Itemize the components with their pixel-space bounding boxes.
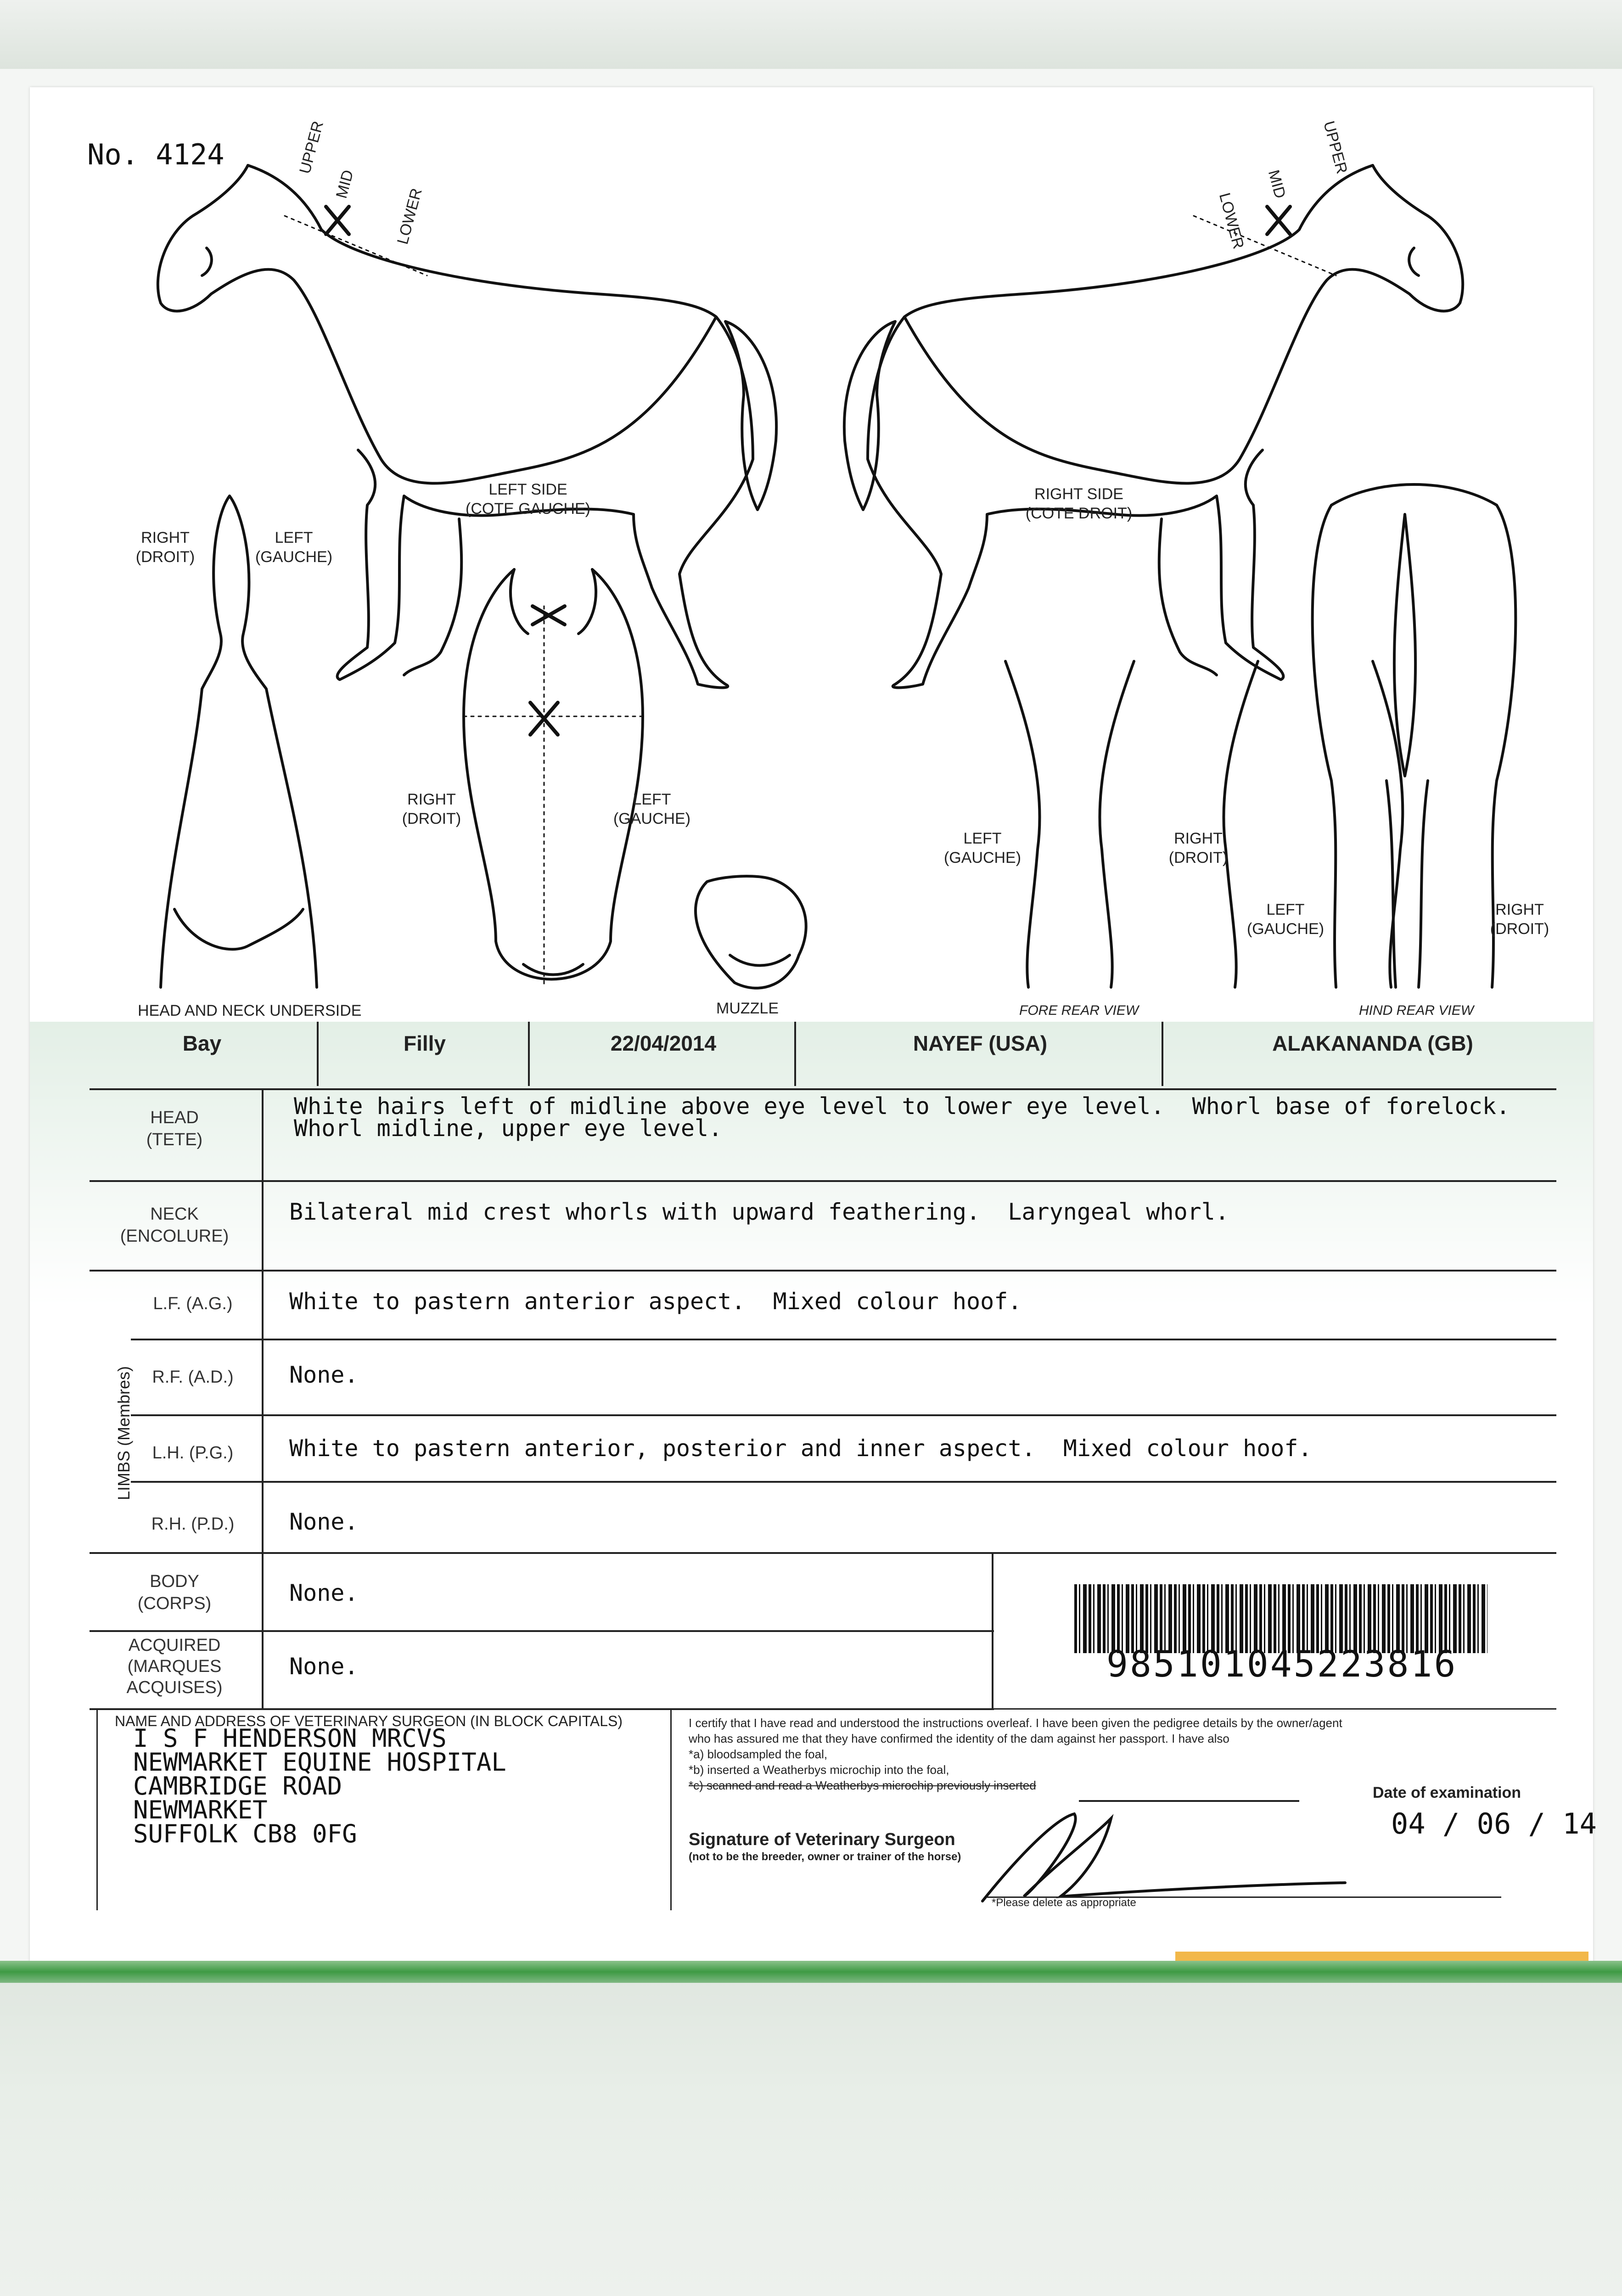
- body-label: BODY (CORPS): [137, 1572, 212, 1613]
- lower-label-right: LOWER: [1215, 191, 1247, 251]
- head-right-label: RIGHT (DROIT): [402, 791, 461, 827]
- head-front-view-icon: [464, 569, 643, 979]
- info-divider: [528, 1022, 530, 1086]
- fore-rear-view-icon: [1005, 661, 1403, 987]
- head-left-label: LEFT (GAUCHE): [613, 791, 691, 827]
- neck-left-label: LEFT (GAUCHE): [255, 529, 333, 566]
- table-rule: [131, 1481, 1556, 1483]
- lf-marking-text: White to pastern anterior aspect. Mixed colour hoof.: [289, 1288, 1022, 1315]
- info-divider: [1162, 1022, 1163, 1086]
- sex-value: Filly: [403, 1031, 446, 1055]
- signature-note: (not to be the breeder, owner or trainer of the horse): [689, 1851, 961, 1863]
- limbs-label: LIMBS (Membres): [114, 1366, 133, 1501]
- table-rule: [131, 1339, 1556, 1340]
- head-neck-underside-label: HEAD AND NECK UNDERSIDE: [138, 1002, 362, 1019]
- upper-label-left: UPPER: [296, 119, 327, 176]
- mid-label-left: MID: [332, 168, 357, 201]
- sire-value: NAYEF (USA): [913, 1031, 1048, 1055]
- muzzle-icon: [696, 876, 806, 988]
- table-rule: [131, 1414, 1556, 1416]
- dam-value: ALAKANANDA (GB): [1272, 1031, 1473, 1055]
- certificate-number: No. 4124: [87, 138, 224, 171]
- neck-marking-text: Bilateral mid crest whorls with upward feathering. Laryngeal whorl.: [289, 1199, 1229, 1225]
- vet-section-rule: [96, 1708, 1556, 1710]
- table-rule: [90, 1270, 1556, 1272]
- vet-address: I S F HENDERSON MRCVS NEWMARKET EQUINE HOSPITAL CAMBRIDGE ROAD NEWMARKET SUFFOLK CB8 0FG: [133, 1724, 506, 1848]
- table-rule: [90, 1552, 1556, 1554]
- neck-label: NECK (ENCOLURE): [120, 1204, 229, 1246]
- hind-rear-view-label: HIND REAR VIEW: [1359, 1003, 1474, 1018]
- horse-diagram-sheet: [0, 0, 1622, 1024]
- upper-label-right: UPPER: [1320, 119, 1351, 176]
- delete-note: *Please delete as appropriate: [992, 1896, 1136, 1909]
- fore-right-label: RIGHT (DROIT): [1168, 830, 1228, 867]
- rh-marking-text: None.: [289, 1508, 359, 1535]
- certification-text: I certify that I have read and understood the instructions overleaf. I have been given the pedigree details by the owner/agent who has assured me that they have confirmed the identity of the dam against her passport. I have also *a) bloodsampled the foal, *b) inserted a Weatherbys microchip into the foal, *c) scanned and read a Weatherbys microchip previously inserted: [689, 1716, 1342, 1792]
- rf-marking-text: None.: [289, 1362, 359, 1388]
- left-side-label: LEFT SIDE (COTE GAUCHE): [466, 481, 590, 518]
- rh-label: R.H. (P.D.): [151, 1514, 235, 1534]
- colour-value: Bay: [182, 1031, 222, 1055]
- date-of-birth-value: 22/04/2014: [610, 1031, 717, 1055]
- body-marking-text: None.: [289, 1580, 359, 1606]
- green-page-edge: [0, 1961, 1622, 1983]
- right-side-horse-icon: [844, 165, 1463, 688]
- table-rule: [90, 1630, 994, 1632]
- info-divider: [317, 1022, 319, 1086]
- scan-bottom-margin: [0, 1961, 1622, 2296]
- fore-left-label: LEFT (GAUCHE): [943, 830, 1021, 867]
- vet-name-heading: NAME AND ADDRESS OF VETERINARY SURGEON (IN BLOCK CAPITALS): [115, 1713, 623, 1729]
- rf-label: R.F. (A.D.): [152, 1367, 234, 1387]
- muzzle-label: MUZZLE: [716, 1000, 779, 1017]
- hind-left-label: LEFT (GAUCHE): [1246, 901, 1325, 938]
- microchip-barcode: [1074, 1584, 1487, 1653]
- lh-label: L.H. (P.G.): [152, 1443, 234, 1463]
- right-side-label: RIGHT SIDE (COTE DROIT): [1025, 485, 1133, 522]
- table-column-divider: [992, 1552, 993, 1708]
- date-of-examination-label: Date of examination: [1373, 1784, 1521, 1801]
- lower-label-left: LOWER: [393, 186, 426, 247]
- table-rule: [90, 1180, 1556, 1182]
- date-of-examination-value: 04 / 06 / 14: [1391, 1807, 1597, 1840]
- signature-label: Signature of Veterinary Surgeon: [689, 1830, 955, 1849]
- fore-rear-view-label: FORE REAR VIEW: [1019, 1003, 1139, 1018]
- acquired-label: ACQUIRED (MARQUES ACQUISES): [126, 1636, 223, 1697]
- barcode-number: 985101045223816: [1106, 1644, 1458, 1685]
- table-rule: [90, 1088, 1556, 1090]
- hind-right-label: RIGHT (DROIT): [1490, 901, 1549, 938]
- vet-section-divider: [670, 1708, 672, 1910]
- vet-signature: [964, 1800, 1354, 1910]
- left-side-horse-icon: [158, 165, 776, 688]
- vet-section-border: [96, 1708, 98, 1910]
- acquired-marking-text: None.: [289, 1653, 359, 1680]
- head-neck-underside-icon: [161, 496, 317, 987]
- mid-label-right: MID: [1264, 168, 1289, 201]
- head-label: HEAD (TETE): [146, 1108, 203, 1149]
- head-marking-text: White hairs left of midline above eye level to lower eye level. Whorl base of forelock. Whorl midline, upper eye level.: [294, 1093, 1510, 1142]
- lf-label: L.F. (A.G.): [153, 1294, 233, 1313]
- info-divider: [794, 1022, 796, 1086]
- neck-right-label: RIGHT (DROIT): [135, 529, 195, 566]
- yellow-page-edge: [1175, 1952, 1588, 1961]
- lh-marking-text: White to pastern anterior, posterior and inner aspect. Mixed colour hoof.: [289, 1435, 1312, 1462]
